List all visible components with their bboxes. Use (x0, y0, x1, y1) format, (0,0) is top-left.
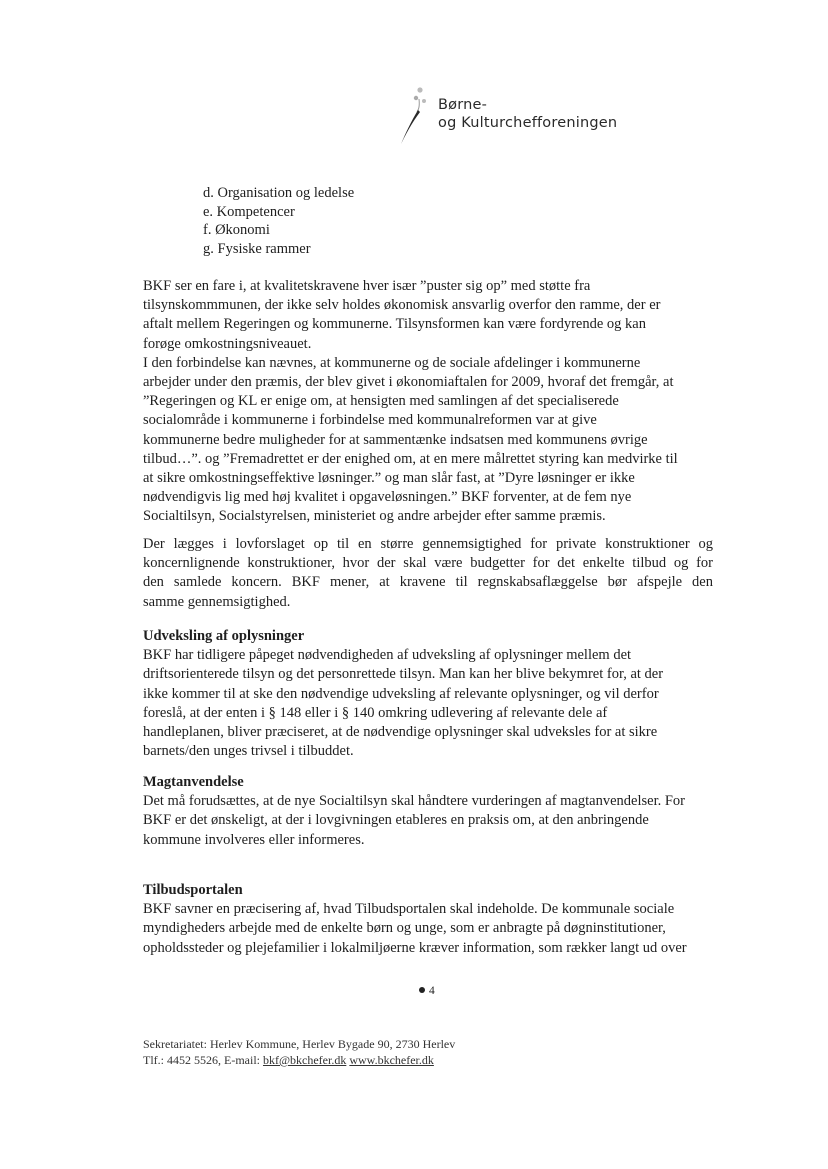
text-line: kommune involveres eller informeres. (143, 831, 365, 848)
text-line: den samlede koncern. BKF mener, at kravene til regnskabsaflæggelse bør afspejle den (143, 574, 713, 591)
text-line: I den forbindelse kan nævnes, at kommunerne og de sociale afdelinger i kommunerne (143, 354, 641, 371)
email-link[interactable]: bkf@bkchefer.dk (262, 1053, 347, 1067)
text-line: ikke kommer til at ske den nødvendige udveksling af relevante oplysninger, og vil derfor (143, 685, 659, 702)
section-tilbudsportalen (143, 881, 713, 958)
logo-line-1: Børne- (438, 97, 488, 113)
text-line: handleplanen, bliver præciseret, at de nødvendige oplysninger skal udveksles for at sikre (143, 724, 658, 741)
text-line: BKF ser en fare i, at kvalitetskravene hver især ”puster sig op” med støtte fra (143, 278, 591, 294)
list-item: d. Organisation og ledelse (203, 185, 355, 201)
list-item: e. Kompetencer (203, 203, 295, 220)
text-line: tilsynskommmunen, der ikke selv holdes økonomisk ansvarlig overfor den ramme, der er (143, 297, 661, 314)
section-magtanvendelse (143, 773, 713, 850)
text-line: koncernlignende konstruktioner, hvor der skal være budgetter for det enkelte tilbud og for (143, 555, 713, 572)
section-heading: Magtanvendelse (143, 774, 244, 790)
footer-contact (143, 1052, 455, 1068)
text-line: driftsorienterede tilsyn og det personrettede tilsyn. Man kan her blive bekymret for, at der (143, 666, 664, 683)
text-line: BKF er det ønskeligt, at der i lovgivningen etableres en praksis om, at den anbringende (143, 812, 649, 829)
logo (396, 86, 636, 156)
list-item: f. Økonomi (203, 222, 270, 238)
list-item: g. Fysiske rammer (203, 240, 311, 257)
logo-icon (396, 86, 436, 156)
text-line: foreslå, at der enten i § 148 eller i § 140 omkring udlevering af relevante dele af (143, 704, 608, 721)
logo-text (438, 96, 617, 132)
text-line: Socialtilsyn, Socialstyrelsen, ministeriet og andre arbejder efter samme præmis. (143, 508, 606, 525)
text-line: barnets/den unges trivsel i tilbuddet. (143, 743, 354, 760)
text-line: BKF savner en præcisering af, hvad Tilbudsportalen skal indeholde. De kommunale sociale (143, 901, 675, 918)
text-line: socialområde i kommunerne i forbindelse med kommunalreformen var at give (143, 412, 597, 429)
page-number (419, 985, 435, 997)
text-line: samme gennemsigtighed. (143, 593, 291, 610)
footer (143, 1036, 455, 1068)
website-link[interactable]: www.bkchefer.dk (349, 1053, 434, 1067)
text-line: ”Regeringen og KL er enige om, at hensigten med samlingen af det specialiserede (143, 393, 619, 410)
text-line: Der lægges i lovforslaget op til en større gennemsigtighed for private konstruktioner og (143, 536, 713, 552)
text-line: tilbud…”. og ”Fremadrettet er der enighed om, at en mere målrettet styring kan medvirke til (143, 450, 678, 467)
section-udveksling (143, 627, 713, 761)
text-line: arbejder under den præmis, der blev givet i økonomiaftalen for 2009, hvoraf det fremgår, at (143, 374, 674, 391)
text-line: opholdssteder og plejefamilier i lokalmiljøerne kræver information, som rækker langt ud over (143, 939, 687, 956)
section-heading: Tilbudsportalen (143, 882, 243, 898)
page-number-value: 4 (429, 985, 435, 997)
paragraph-transparency (143, 535, 713, 612)
section-heading: Udveksling af oplysninger (143, 628, 305, 644)
text-line: forøge omkostningsniveauet. (143, 335, 312, 352)
text-line: nødvendigvis lig med høj kvalitet i opgaveløsningen.” BKF forventer, at de fem nye (143, 489, 632, 506)
criteria-list (203, 184, 354, 258)
text-line: at sikre omkostningseffektive løsninger.” og man slår fast, at ”Dyre løsninger er ikke (143, 470, 635, 487)
paragraph-quality-requirements (143, 277, 713, 527)
text-line: Det må forudsættes, at de nye Socialtilsyn skal håndtere vurderingen af magtanvendelser. For (143, 793, 685, 810)
text-line: myndigheders arbejde med de enkelte børn og unge, som er anbragte på døgninstitutioner, (143, 920, 666, 937)
text-line: aftalt mellem Regeringen og kommunerne. Tilsynsformen kan være fordyrende og kan (143, 316, 646, 333)
bullet-icon (419, 987, 425, 993)
text-line: kommunerne bedre muligheder for at sammentænke indsatsen med kommunens øvrige (143, 431, 648, 448)
text-line: BKF har tidligere påpeget nødvendigheden af udveksling af oplysninger mellem det (143, 647, 632, 664)
footer-phone: Tlf.: 4452 5526, E-mail: (143, 1053, 263, 1067)
logo-line-2: og Kulturchefforeningen (438, 115, 618, 131)
footer-address: Sekretariatet: Herlev Kommune, Herlev Bygade 90, 2730 Herlev (143, 1037, 456, 1051)
